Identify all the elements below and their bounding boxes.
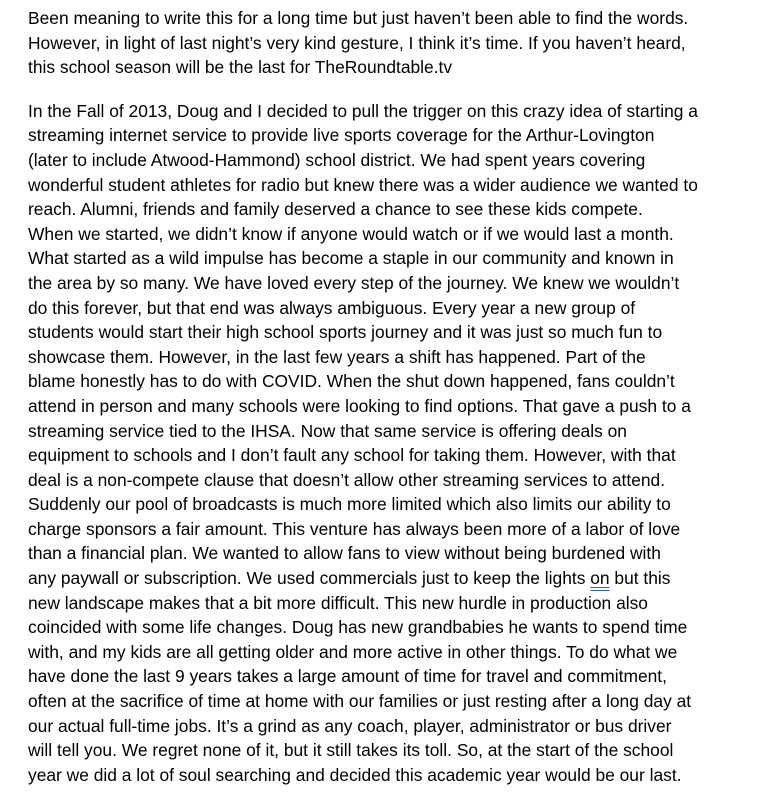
- text-line: coincided with some life changes. Doug has new grandbabies he wants to spend time: [28, 617, 688, 638]
- text-line: than a financial plan. We wanted to allow fans to view without being burdened with: [28, 543, 661, 564]
- paragraph-body: [28, 99, 758, 788]
- text-line: However, in light of last night’s very kind gesture, I think it’s time. If you haven’t heard,: [28, 32, 686, 53]
- text-segment: but this: [609, 568, 671, 589]
- text-line: do this forever, but that end was always ambiguous. Every year a new group of: [28, 297, 636, 318]
- text-line: will tell you. We regret none of it, but it still takes its toll. So, at the start of the school: [28, 740, 674, 761]
- text-line: What started as a wild impulse has become a staple in our community and known in: [28, 248, 674, 269]
- text-line: When we started, we didn’t know if anyone would watch or if we would last a month.: [28, 223, 674, 244]
- paragraph-spacing: [28, 80, 758, 99]
- paragraph-intro: [28, 6, 758, 80]
- text-line: Been meaning to write this for a long time but just haven’t been able to find the words.: [28, 8, 689, 28]
- text-line: showcase them. However, in the last few years a shift has happened. Part of the: [28, 346, 646, 367]
- text-line: our actual full-time jobs. It’s a grind as any coach, player, administrator or bus driver: [28, 715, 672, 736]
- text-line: year we did a lot of soul searching and decided this academic year would be our last.: [28, 764, 682, 785]
- text-line: new landscape makes that a bit more difficult. This new hurdle in production also: [28, 592, 648, 613]
- text-line: have done the last 9 years takes a large amount of time for travel and commitment,: [28, 666, 667, 687]
- document-page: [28, 6, 758, 787]
- text-line: reach. Alumni, friends and family deserved a chance to see these kids compete.: [28, 199, 643, 220]
- text-line: equipment to schools and I don’t fault any school for taking them. However, with that: [28, 445, 676, 466]
- text-line: (later to include Atwood-Hammond) school district. We had spent years covering: [28, 149, 646, 170]
- text-line: this school season will be the last for TheRoundtable.tv: [28, 57, 453, 78]
- text-line: students would start their high school sports journey and it was just so much fun to: [28, 322, 663, 343]
- text-line: wonderful student athletes for radio but knew there was a wider audience we wanted to: [28, 174, 698, 195]
- text-line: streaming service tied to the IHSA. Now that same service is offering deals on: [28, 420, 627, 441]
- text-line: the area by so many. We have loved every step of the journey. We knew we wouldn’t: [28, 272, 680, 293]
- text-line: charge sponsors a fair amount. This venture has always been more of a labor of love: [28, 518, 681, 539]
- text-line: attend in person and many schools were looking to find options. That gave a push to a: [28, 395, 691, 416]
- text-line: deal is a non-compete clause that doesn’t allow other streaming services to attend.: [28, 469, 666, 490]
- text-line: In the Fall of 2013, Doug and I decided to pull the trigger on this crazy idea of starting a: [28, 100, 698, 121]
- text-line: Suddenly our pool of broadcasts is much more limited which also limits our ability to: [28, 494, 671, 515]
- text-line: blame honestly has to do with COVID. When the shut down happened, fans couldn’t: [28, 371, 675, 392]
- text-segment: any paywall or subscription. We used commercials just to keep the lights: [28, 568, 591, 589]
- text-line: often at the sacrifice of time at home with our families or just resting after a long day at: [28, 691, 692, 712]
- spellcheck-marked-word[interactable]: on: [590, 568, 610, 589]
- text-line-with-marked-word: [28, 566, 758, 591]
- text-line: streaming internet service to provide live sports coverage for the Arthur-Lovington: [28, 125, 655, 146]
- text-line: with, and my kids are all getting older and more active in other things. To do what we: [28, 641, 678, 662]
